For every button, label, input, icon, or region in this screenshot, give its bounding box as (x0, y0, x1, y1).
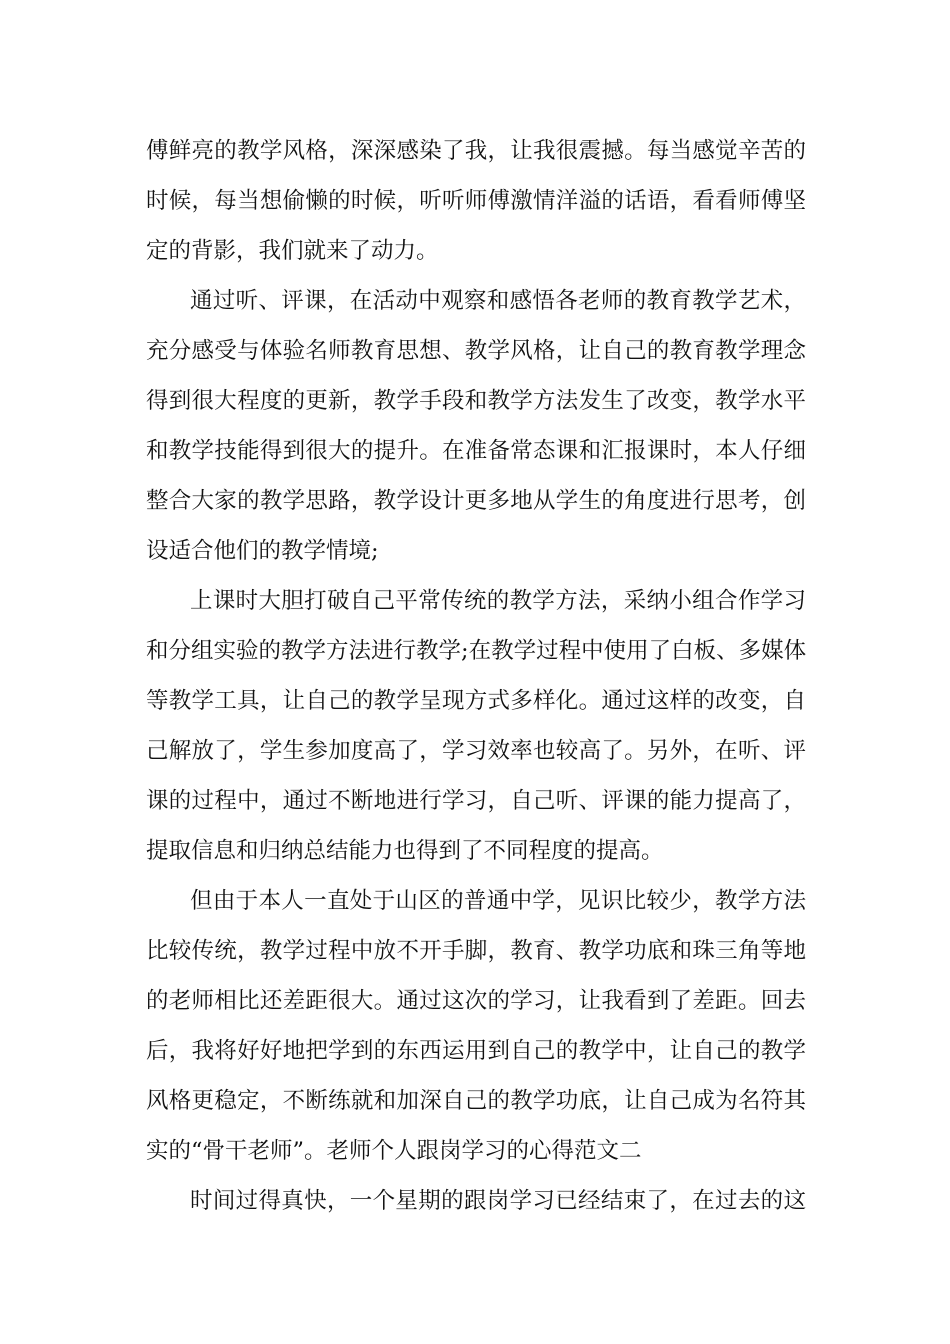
text-line: 设适合他们的教学情境; (146, 538, 379, 564)
text-line: 傅鲜亮的教学风格，深深感染了我，让我很震撼。每当感觉辛苦的 (146, 138, 806, 164)
text-line: 提取信息和归纳总结能力也得到了不同程度的提高。 (146, 838, 664, 864)
paragraph-first-line: 通过听、评课，在活动中观察和感悟各老师的教育教学艺术， (190, 288, 806, 314)
text-line: 时候，每当想偷懒的时候，听听师傅激情洋溢的话语，看看师傅坚 (146, 188, 806, 214)
text-line: 等教学工具，让自己的教学呈现方式多样化。通过这样的改变，自 (146, 688, 806, 714)
text-line: 和分组实验的教学方法进行教学;在教学过程中使用了白板、多媒体 (146, 638, 807, 664)
paragraph-first-line: 上课时大胆打破自己平常传统的教学方法，采纳小组合作学习 (190, 588, 806, 614)
text-line: 实的“骨干老师”。老师个人跟岗学习的心得范文二 (146, 1138, 642, 1164)
text-line: 比较传统，教学过程中放不开手脚，教育、教学功底和珠三角等地 (146, 938, 806, 964)
text-line: 充分感受与体验名师教育思想、教学风格，让自己的教育教学理念 (146, 338, 806, 364)
text-line: 风格更稳定，不断练就和加深自己的教学功底，让自己成为名符其 (146, 1088, 806, 1114)
paragraph-first-line: 时间过得真快，一个星期的跟岗学习已经结束了，在过去的这 (190, 1188, 806, 1214)
text-line: 和教学技能得到很大的提升。在准备常态课和汇报课时，本人仔细 (146, 438, 806, 464)
text-line: 的老师相比还差距很大。通过这次的学习，让我看到了差距。回去 (146, 988, 806, 1014)
text-line: 定的背影，我们就来了动力。 (146, 238, 439, 264)
text-line: 得到很大程度的更新，教学手段和教学方法发生了改变，教学水平 (146, 388, 806, 414)
paragraph-first-line: 但由于本人一直处于山区的普通中学，见识比较少，教学方法 (190, 888, 806, 914)
text-line: 己解放了，学生参加度高了，学习效率也较高了。另外，在听、评 (146, 738, 806, 764)
text-line: 整合大家的教学思路，教学设计更多地从学生的角度进行思考，创 (146, 488, 806, 514)
text-line: 后，我将好好地把学到的东西运用到自己的教学中，让自己的教学 (146, 1038, 806, 1064)
text-line: 课的过程中，通过不断地进行学习，自己听、评课的能力提高了， (146, 788, 806, 814)
